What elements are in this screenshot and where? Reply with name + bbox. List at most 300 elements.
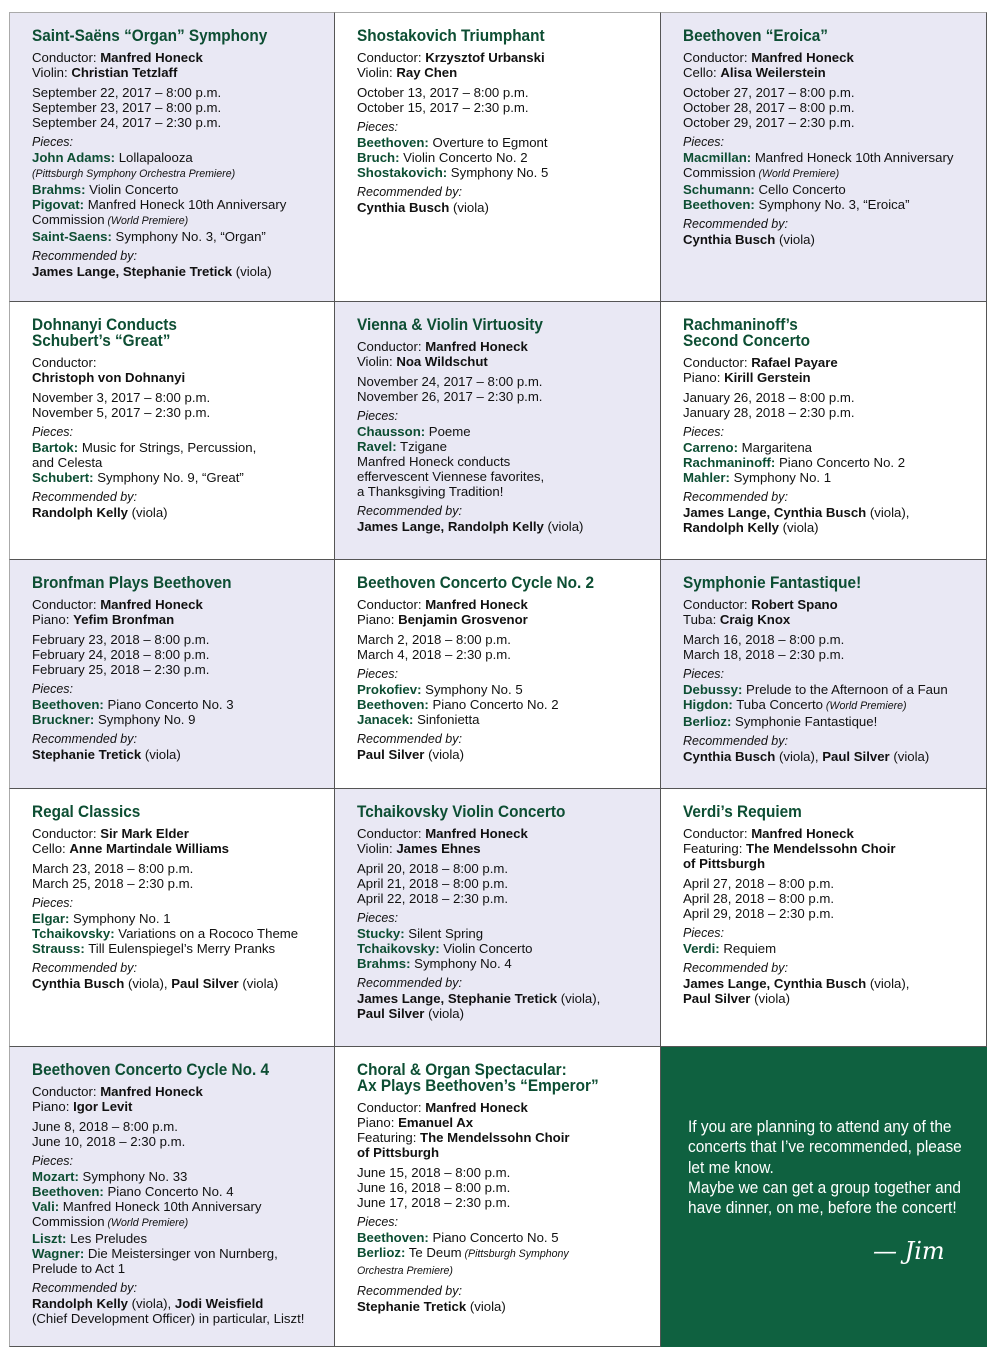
recommender-name: Stephanie Tretick [32, 747, 142, 762]
concert-title: Rachmaninoff’s Second Concerto [683, 316, 811, 350]
piece-work: Manfred Honeck 10th Anniversary [84, 197, 287, 212]
pieces-label: Pieces: [683, 926, 724, 940]
recommender-note: (viola), [775, 749, 823, 764]
pieces-list [32, 1169, 324, 1276]
recommender-name: Stephanie Tretick [357, 1299, 467, 1314]
concert-title: Dohnanyi Conducts Schubert’s “Great” [32, 316, 177, 350]
piece-work: Manfred Honeck 10th Anniversary [59, 1199, 262, 1214]
recommender-note: (viola) [232, 264, 272, 279]
recommender-name: James Lange, Stephanie Tretick [357, 991, 558, 1006]
concert-date: April 22, 2018 – 2:30 p.m. [357, 891, 509, 906]
performer-name: Anne Martindale Williams [69, 841, 230, 856]
piece-work-cont: Commission [683, 165, 756, 180]
performer-line [32, 841, 324, 856]
piece-item [32, 182, 324, 197]
piece-item [683, 455, 976, 470]
performer-role: Conductor: [32, 50, 101, 65]
recommended-by [683, 505, 976, 535]
piece-work: Manfred Honeck 10th Anniversary [751, 150, 954, 165]
concert-date: March 18, 2018 – 2:30 p.m. [683, 647, 845, 662]
piece-work: Prelude to the Afternoon of a Faun [742, 682, 948, 697]
concert-date: February 23, 2018 – 8:00 p.m. [32, 632, 210, 647]
piece-work: Sinfonietta [413, 712, 480, 727]
recommended-by [683, 749, 976, 764]
piece-work: Lollapalooza [115, 150, 193, 165]
piece-work: Tuba Concerto [732, 697, 823, 712]
recommended-label: Recommended by: [683, 490, 788, 504]
concert-date: June 17, 2018 – 2:30 p.m. [357, 1195, 511, 1210]
piece-work: Symphony No. 33 [78, 1169, 188, 1184]
piece-work: Piano Concerto No. 2 [775, 455, 906, 470]
piece-work: Te Deum [405, 1245, 462, 1260]
piece-composer: Higdon: [683, 697, 733, 712]
concert-grid [9, 12, 987, 1347]
recommender-note: (viola) [466, 1299, 506, 1314]
recommended-by [357, 1299, 650, 1314]
performer-role: Featuring: [683, 841, 747, 856]
piece-work: Cello Concerto [754, 182, 846, 197]
piece-work: Symphony No. 5 [447, 165, 549, 180]
pieces-list [683, 682, 976, 729]
performer-line [357, 1130, 650, 1145]
concert-dates [683, 85, 976, 130]
performers [683, 50, 976, 80]
piece-composer: Shostakovich: [357, 165, 448, 180]
performer-line [357, 597, 650, 612]
performer-line [357, 50, 650, 65]
performer-line [32, 1084, 324, 1099]
performer-name: The Mendelssohn Choir [746, 841, 896, 856]
message-card [661, 1047, 987, 1347]
piece-item [357, 926, 650, 941]
piece-work: Till Eulenspiegel’s Merry Pranks [84, 941, 276, 956]
piece-work-cont: Commission [32, 1214, 105, 1229]
concert-title: Symphonie Fantastique! [683, 574, 862, 592]
piece-composer: Bartok: [32, 440, 79, 455]
piece-composer: Berlioz: [357, 1245, 406, 1260]
recommender-line [683, 505, 976, 520]
concert-card [9, 302, 335, 560]
recommender-note: (viola), [124, 976, 172, 991]
recommender-name: Paul Silver [822, 749, 890, 764]
pieces-label: Pieces: [32, 135, 73, 149]
performers [357, 1100, 650, 1160]
piece-work: Margaritena [737, 440, 813, 455]
pieces-list [683, 440, 976, 485]
performer-name: Benjamin Grosvenor [398, 612, 528, 627]
concert-date: November 3, 2017 – 8:00 p.m. [32, 390, 211, 405]
piece-work: Violin Concerto [85, 182, 179, 197]
piece-work: Piano Concerto No. 2 [428, 697, 559, 712]
piece-item [32, 697, 324, 712]
piece-item [32, 941, 324, 956]
piece-work: Symphonie Fantastique! [731, 714, 878, 729]
recommender-line [32, 747, 324, 762]
pieces-label: Pieces: [32, 896, 73, 910]
performer-line [683, 597, 976, 612]
concert-date: March 2, 2018 – 8:00 p.m. [357, 632, 511, 647]
performer-role: Violin: [32, 65, 72, 80]
recommender-name: Cynthia Busch [683, 749, 776, 764]
piece-work: Symphony No. 4 [410, 956, 512, 971]
performer-role: Violin: [357, 65, 397, 80]
concert-card [9, 560, 335, 789]
recommender-name: Paul Silver [357, 747, 425, 762]
piece-item [32, 1231, 324, 1246]
recommended-label: Recommended by: [357, 185, 462, 199]
concert-dates [357, 1165, 650, 1210]
piece-note: (World Premiere) [755, 168, 840, 180]
performer-name: Manfred Honeck [425, 339, 528, 354]
concert-dates [357, 632, 650, 662]
recommender-line [32, 505, 324, 520]
concert-title: Choral & Organ Spectacular: Ax Plays Beethoven’s “Emperor” [357, 1061, 599, 1095]
recommended-label: Recommended by: [32, 490, 137, 504]
performer-name: Sir Mark Elder [100, 826, 189, 841]
concert-dates [357, 861, 650, 906]
piece-work: Symphony No. 5 [421, 682, 523, 697]
recommended-by [32, 505, 324, 520]
piece-item [32, 1199, 324, 1231]
pieces-label: Pieces: [683, 667, 724, 681]
recommended-by [32, 1296, 324, 1326]
recommended-by [357, 747, 650, 762]
pieces-list [357, 424, 650, 499]
performer-name: Manfred Honeck [425, 826, 528, 841]
recommender-line [357, 991, 650, 1006]
recommender-line [683, 749, 976, 764]
concert-title: Shostakovich Triumphant [357, 27, 545, 45]
concert-dates [357, 374, 650, 404]
piece-item [357, 956, 650, 971]
pieces-label: Pieces: [357, 911, 398, 925]
piece-item [357, 165, 650, 180]
recommender-name: Paul Silver [357, 1006, 425, 1021]
performer-line [357, 339, 650, 354]
recommended-label: Recommended by: [357, 732, 462, 746]
performer-name: Robert Spano [751, 597, 838, 612]
recommended-label: Recommended by: [683, 217, 788, 231]
performer-name: Manfred Honeck [425, 597, 528, 612]
performer-line [357, 1145, 650, 1160]
recommended-by [357, 200, 650, 215]
performers [357, 597, 650, 627]
performer-line [683, 841, 976, 856]
piece-composer: John Adams: [32, 150, 116, 165]
performer-role: Conductor: [357, 597, 426, 612]
piece-composer: Beethoven: [32, 1184, 104, 1199]
piece-item [683, 197, 976, 212]
piece-item [32, 1246, 324, 1276]
performer-line [32, 826, 324, 841]
performers [683, 355, 976, 385]
piece-composer: Beethoven: [357, 135, 429, 150]
recommender-line [32, 264, 324, 279]
concert-title: Verdi’s Requiem [683, 803, 802, 821]
concert-dates [683, 876, 976, 921]
recommended-by [683, 976, 976, 1006]
piece-composer: Macmillan: [683, 150, 752, 165]
piece-work-cont: Commission [32, 212, 105, 227]
performer-role: Conductor: [32, 826, 101, 841]
piece-work-cont: a Thanksgiving Tradition! [357, 484, 504, 499]
piece-item [683, 182, 976, 197]
piece-work: Music for Strings, Percussion, [78, 440, 257, 455]
pieces-label: Pieces: [32, 682, 73, 696]
performers [32, 50, 324, 80]
piece-item [357, 454, 650, 499]
recommender-note: (viola) [424, 747, 465, 762]
piece-item [357, 439, 650, 454]
recommender-line [32, 1311, 324, 1326]
concert-dates [357, 85, 650, 115]
concert-title: Vienna & Violin Virtuosity [357, 316, 543, 334]
recommender-name: James Lange, Cynthia Busch [683, 505, 867, 520]
recommender-note: (viola), [557, 991, 601, 1006]
recommender-line [683, 976, 976, 991]
recommender-note: (Chief Development Officer) in particular, Liszt! [32, 1311, 305, 1326]
recommender-note: (viola) [889, 749, 930, 764]
performer-line [32, 50, 324, 65]
piece-composer: Liszt: [32, 1231, 67, 1246]
piece-composer: Strauss: [32, 941, 85, 956]
recommender-note: (viola), [866, 505, 910, 520]
recommender-line [32, 976, 324, 991]
pieces-label: Pieces: [357, 667, 398, 681]
performers [683, 826, 976, 871]
concert-card [335, 1047, 661, 1347]
recommender-name: Cynthia Busch [32, 976, 125, 991]
performer-line [32, 355, 324, 370]
piece-work: Variations on a Rococo Theme [114, 926, 299, 941]
concert-date: March 25, 2018 – 2:30 p.m. [32, 876, 194, 891]
pieces-label: Pieces: [357, 409, 398, 423]
performer-name: Yefim Bronfman [73, 612, 175, 627]
concert-date: October 29, 2017 – 2:30 p.m. [683, 115, 855, 130]
performer-role: Cello: [683, 65, 721, 80]
performers [32, 355, 324, 385]
concert-date: October 13, 2017 – 8:00 p.m. [357, 85, 529, 100]
concert-card [661, 560, 987, 789]
performer-role: Violin: [357, 354, 397, 369]
performer-name: Manfred Honeck [100, 597, 203, 612]
performer-name: Manfred Honeck [751, 826, 854, 841]
concert-title: Regal Classics [32, 803, 141, 821]
concert-title: Bronfman Plays Beethoven [32, 574, 232, 592]
piece-work: Les Preludes [66, 1231, 148, 1246]
piece-composer: Brahms: [357, 956, 411, 971]
recommender-name: James Lange, Randolph Kelly [357, 519, 544, 534]
concert-date: April 28, 2018 – 8:00 p.m. [683, 891, 835, 906]
pieces-label: Pieces: [32, 1154, 73, 1168]
piece-item [32, 1184, 324, 1199]
piece-composer: Saint-Saens: [32, 229, 112, 244]
performer-role: Conductor: [357, 1100, 426, 1115]
concert-date: March 16, 2018 – 8:00 p.m. [683, 632, 845, 647]
pieces-label: Pieces: [683, 425, 724, 439]
piece-work: Violin Concerto No. 2 [399, 150, 528, 165]
piece-item [357, 424, 650, 439]
performer-name: of Pittsburgh [357, 1145, 440, 1160]
concert-date: March 4, 2018 – 2:30 p.m. [357, 647, 511, 662]
performer-name: Noa Wildschut [396, 354, 488, 369]
recommended-label: Recommended by: [357, 504, 462, 518]
piece-composer: Schumann: [683, 182, 755, 197]
piece-note: (Pittsburgh Symphony [461, 1248, 569, 1260]
piece-composer: Bruch: [357, 150, 400, 165]
performers [32, 826, 324, 856]
performer-name: Manfred Honeck [100, 50, 203, 65]
performers [32, 1084, 324, 1114]
concert-card [661, 12, 987, 302]
piece-composer: Mozart: [32, 1169, 79, 1184]
performer-name: Manfred Honeck [425, 1100, 528, 1115]
piece-composer: Janacek: [357, 712, 414, 727]
performer-role: Conductor: [32, 597, 101, 612]
performer-name: Christoph von Dohnanyi [32, 370, 186, 385]
piece-item [32, 470, 324, 485]
concert-date: October 27, 2017 – 8:00 p.m. [683, 85, 855, 100]
recommended-label: Recommended by: [683, 734, 788, 748]
piece-composer: Rachmaninoff: [683, 455, 776, 470]
recommender-note: (viola), [127, 1296, 175, 1311]
piece-work: Symphony No. 3, “Eroica” [754, 197, 910, 212]
piece-composer: Verdi: [683, 941, 720, 956]
recommender-name: Randolph Kelly [683, 520, 779, 535]
recommender-name: Paul Silver [683, 991, 751, 1006]
piece-item [32, 712, 324, 727]
performer-line [683, 826, 976, 841]
concert-title: Tchaikovsky Violin Concerto [357, 803, 566, 821]
concert-dates [32, 861, 324, 891]
piece-item [32, 150, 324, 182]
concert-card [661, 789, 987, 1047]
piece-item [32, 911, 324, 926]
concert-date: November 5, 2017 – 2:30 p.m. [32, 405, 211, 420]
pieces-list [357, 926, 650, 971]
concert-card [9, 12, 335, 302]
piece-composer: Bruckner: [32, 712, 95, 727]
performer-line [357, 354, 650, 369]
pieces-list [32, 911, 324, 956]
recommender-line [357, 747, 650, 762]
recommender-name: James Lange, Stephanie Tretick [32, 264, 233, 279]
performer-name: The Mendelssohn Choir [420, 1130, 570, 1145]
piece-composer: Debussy: [683, 682, 743, 697]
recommender-line [357, 200, 650, 215]
concert-date: October 15, 2017 – 2:30 p.m. [357, 100, 529, 115]
performer-line [683, 65, 976, 80]
piece-item [683, 697, 976, 714]
piece-note: (World Premiere) [104, 1217, 189, 1229]
piece-note: (World Premiere) [822, 700, 907, 712]
piece-composer: Tchaikovsky: [32, 926, 115, 941]
performer-name: Craig Knox [719, 612, 791, 627]
performers [357, 339, 650, 369]
performer-line [357, 841, 650, 856]
concert-card [335, 560, 661, 789]
pieces-list [683, 941, 976, 956]
piece-composer: Wagner: [32, 1246, 85, 1261]
piece-item [683, 470, 976, 485]
concert-card [335, 12, 661, 302]
performer-role: Conductor: [32, 355, 97, 370]
piece-item [683, 682, 976, 697]
piece-item [357, 1230, 650, 1245]
pieces-list [32, 440, 324, 485]
concert-dates [683, 390, 976, 420]
performers [357, 826, 650, 856]
recommended-by [32, 976, 324, 991]
piece-item [357, 135, 650, 150]
concert-date: February 25, 2018 – 2:30 p.m. [32, 662, 210, 677]
performer-role: Conductor: [357, 50, 426, 65]
piece-composer: Elgar: [32, 911, 70, 926]
piece-composer: Mahler: [683, 470, 730, 485]
piece-work: Symphony No. 1 [729, 470, 832, 485]
recommender-note: (viola) [778, 520, 819, 535]
performer-line [357, 65, 650, 80]
piece-work: Symphony No. 3, “Organ” [111, 229, 266, 244]
pieces-list [683, 150, 976, 212]
piece-work: Poeme [425, 424, 471, 439]
concert-dates [32, 1119, 324, 1149]
concert-date: April 20, 2018 – 8:00 p.m. [357, 861, 509, 876]
concert-date: September 23, 2017 – 8:00 p.m. [32, 100, 222, 115]
recommender-name: James Lange, Cynthia Busch [683, 976, 867, 991]
recommender-line [357, 519, 650, 534]
piece-composer: Brahms: [32, 182, 86, 197]
performer-line [357, 1100, 650, 1115]
concert-date: April 27, 2018 – 8:00 p.m. [683, 876, 835, 891]
concert-card [661, 302, 987, 560]
recommended-label: Recommended by: [357, 1284, 462, 1298]
performer-name: of Pittsburgh [683, 856, 766, 871]
performer-line [683, 856, 976, 871]
piece-composer: Stucky: [357, 926, 405, 941]
piece-composer: Berlioz: [683, 714, 732, 729]
concert-date: September 24, 2017 – 2:30 p.m. [32, 115, 222, 130]
recommender-note: (viola) [238, 976, 279, 991]
concert-card [9, 789, 335, 1047]
performer-role: Piano: [357, 1115, 399, 1130]
piece-work: Tzigane [396, 439, 447, 454]
concert-card [335, 789, 661, 1047]
performer-role: Piano: [32, 612, 74, 627]
concert-date: March 23, 2018 – 8:00 p.m. [32, 861, 194, 876]
piece-note: (Pittsburgh Symphony Orchestra Premiere) [32, 168, 236, 180]
concert-dates [32, 85, 324, 130]
concert-date: February 24, 2018 – 8:00 p.m. [32, 647, 210, 662]
piece-work: Requiem [719, 941, 777, 956]
piece-composer: Beethoven: [357, 697, 429, 712]
pieces-label: Pieces: [357, 120, 398, 134]
pieces-list [357, 135, 650, 180]
recommender-line [32, 1296, 324, 1311]
piece-item [32, 197, 324, 229]
performer-name: Kirill Gerstein [724, 370, 811, 385]
performer-line [32, 65, 324, 80]
concert-date: June 8, 2018 – 8:00 p.m. [32, 1119, 178, 1134]
concert-date: June 15, 2018 – 8:00 p.m. [357, 1165, 511, 1180]
piece-item [32, 229, 324, 244]
recommended-label: Recommended by: [683, 961, 788, 975]
recommended-by [32, 747, 324, 762]
performer-role: Violin: [357, 841, 397, 856]
performers [357, 50, 650, 80]
performer-role: Conductor: [683, 826, 752, 841]
performer-name: James Ehnes [396, 841, 481, 856]
